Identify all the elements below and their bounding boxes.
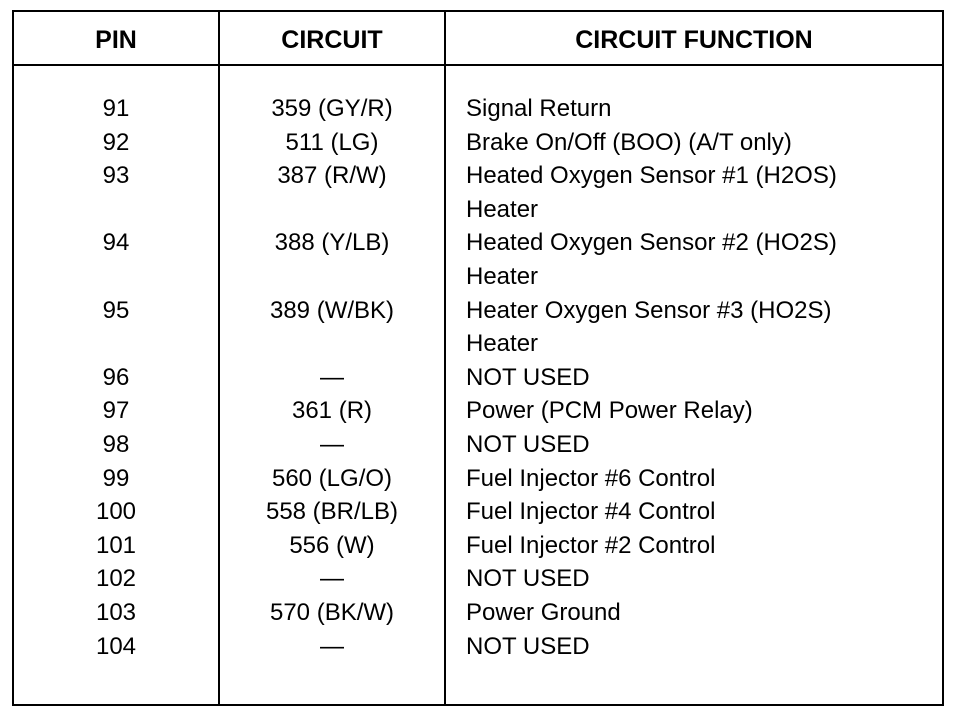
pin-cell: 91 bbox=[102, 95, 130, 122]
header-circuit-function: CIRCUIT FUNCTION bbox=[575, 26, 813, 54]
function-cell: Fuel Injector #2 Control bbox=[466, 531, 716, 559]
circuit-cell: 558 (BR/LB) bbox=[265, 498, 399, 526]
circuit-cell: 361 (R) bbox=[291, 397, 373, 425]
pin-cell: 94 bbox=[102, 229, 130, 257]
header-divider bbox=[12, 64, 944, 66]
circuit-cell: 560 (LG/O) bbox=[271, 464, 393, 492]
circuit-cell: 359 (GY/R) bbox=[271, 95, 393, 122]
pin-cell: 99 bbox=[102, 464, 130, 492]
pin-cell: 104 bbox=[95, 632, 137, 660]
circuit-cell: — bbox=[320, 363, 344, 391]
function-cell: Heated Oxygen Sensor #2 (HO2S) bbox=[466, 229, 837, 257]
circuit-cell: 387 (R/W) bbox=[277, 162, 387, 190]
circuit-cell: 556 (W) bbox=[289, 531, 375, 559]
circuit-cell: — bbox=[320, 565, 344, 593]
function-cell: Signal Return bbox=[466, 95, 612, 122]
pin-cell: 101 bbox=[95, 531, 137, 559]
pin-cell: 98 bbox=[102, 431, 130, 458]
function-cell: Brake On/Off (BOO) (A/T only) bbox=[466, 128, 792, 156]
header-pin: PIN bbox=[95, 26, 137, 54]
function-cell: Power Ground bbox=[466, 599, 621, 626]
circuit-cell: 389 (W/BK) bbox=[269, 296, 395, 324]
function-cell-continued: Heater bbox=[466, 195, 539, 223]
pin-cell: 96 bbox=[102, 363, 130, 391]
circuit-cell: — bbox=[320, 632, 344, 660]
function-cell: Heated Oxygen Sensor #1 (H2OS) bbox=[466, 162, 837, 190]
function-cell: Power (PCM Power Relay) bbox=[466, 397, 753, 425]
function-cell: NOT USED bbox=[466, 565, 590, 593]
header-circuit: CIRCUIT bbox=[281, 26, 383, 54]
pin-cell: 92 bbox=[102, 128, 130, 156]
circuit-cell: 570 (BK/W) bbox=[269, 599, 395, 626]
function-cell-continued: Heater bbox=[466, 263, 539, 290]
pin-cell: 100 bbox=[95, 498, 137, 526]
function-cell: Fuel Injector #6 Control bbox=[466, 464, 716, 492]
pin-cell: 93 bbox=[102, 162, 130, 190]
pin-cell: 103 bbox=[95, 599, 137, 626]
pin-cell: 95 bbox=[102, 296, 130, 324]
pin-cell: 97 bbox=[102, 397, 130, 425]
pin-cell: 102 bbox=[95, 565, 137, 593]
circuit-cell: — bbox=[320, 431, 344, 458]
circuit-cell: 511 (LG) bbox=[285, 128, 379, 156]
column-divider-circuit bbox=[444, 10, 446, 706]
function-cell: NOT USED bbox=[466, 363, 590, 391]
function-cell-continued: Heater bbox=[466, 330, 539, 358]
function-cell: NOT USED bbox=[466, 632, 590, 660]
function-cell: Fuel Injector #4 Control bbox=[466, 498, 716, 526]
circuit-cell: 388 (Y/LB) bbox=[274, 229, 390, 257]
function-cell: NOT USED bbox=[466, 431, 590, 458]
function-cell: Heater Oxygen Sensor #3 (HO2S) bbox=[466, 296, 832, 324]
